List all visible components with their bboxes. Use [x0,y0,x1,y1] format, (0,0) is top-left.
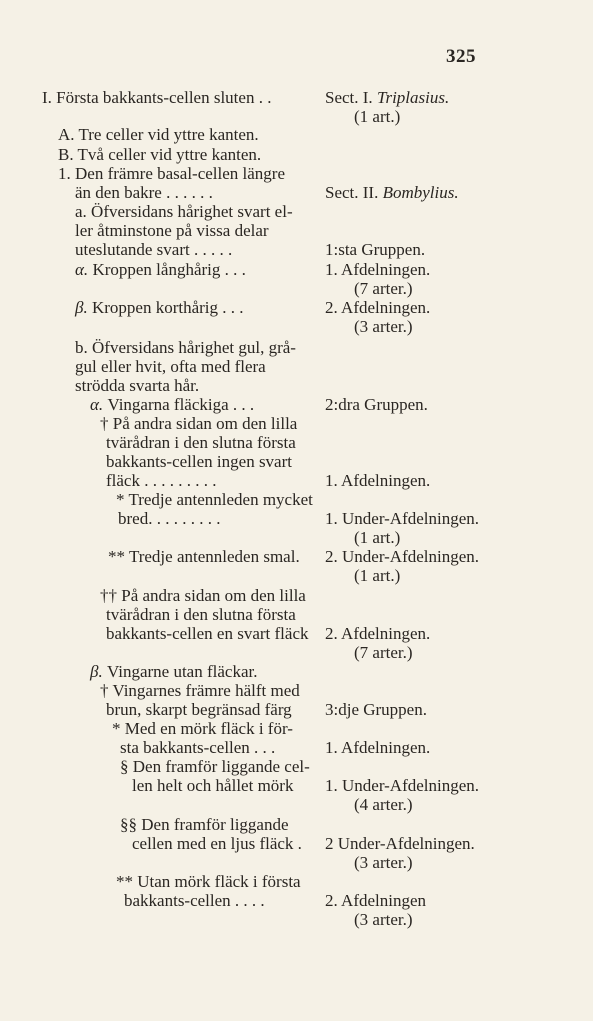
line-left-text: uteslutande svart . . . . . [75,240,233,259]
text-line [120,815,289,835]
line-right-text: 2:dra Gruppen. [325,395,428,414]
text-line [106,433,296,453]
line-left-text: b. Öfversidans hårighet gul, grå- [75,338,296,357]
line-left-text: tvärådran i den slutna första [106,433,296,452]
text-line [120,738,275,758]
line-right-text: 1:sta Gruppen. [325,240,426,259]
text-line-right [325,471,430,491]
text-line [58,164,285,184]
line-right-text: (1 art.) [354,566,401,585]
text-line [75,221,269,241]
text-line [124,891,265,911]
text-line [132,834,302,854]
text-line-right [325,776,479,796]
line-left-text: len helt och hållet mörk [132,776,294,795]
line-left-text: 1. Den främre basal-cellen längre [58,164,286,183]
genus-name: Triplasius. [376,88,450,107]
line-right-text: (4 arter.) [354,795,413,814]
genus-name: Bombylius. [382,183,459,202]
text-line [106,471,216,491]
line-left-text: † Vingarnes främre hälft med [100,681,300,700]
line-left-text: Vingarna fläckiga . . . [103,395,255,414]
text-line-right [325,298,430,318]
text-line [75,202,293,222]
text-line [116,490,313,510]
line-left-text: †† På andra sidan om den lilla [100,586,306,605]
line-right-text: 1. Afdelningen. [325,260,431,279]
text-line-right [325,547,479,567]
line-left-text: §§ Den framför liggande [120,815,289,834]
text-line-right [354,853,413,873]
line-right-text: 1. Under-Afdelningen. [325,509,480,528]
line-left-text: strödda svarta hår. [75,376,200,395]
line-left-text: Vingarne utan fläckar. [102,662,258,681]
line-left-text: sta bakkants-cellen . . . [120,738,276,757]
line-left-text: † På andra sidan om den lilla [100,414,298,433]
list-marker: β. [75,298,88,317]
line-left-text: B. Två celler vid yttre kanten. [58,145,262,164]
line-right-text: 2. Afdelningen. [325,624,431,643]
line-left-text: brun, skarpt begränsad färg [106,700,292,719]
text-line-right [354,566,400,586]
text-line-right [354,528,400,548]
text-line [75,183,213,203]
text-line [58,125,259,145]
line-left-text: fläck . . . . . . . . . [106,471,217,490]
line-left-text: ** Utan mörk fläck i första [116,872,301,891]
line-left-text: gul eller hvit, ofta med flera [75,357,266,376]
line-left-text: * Med en mörk fläck i för- [112,719,293,738]
text-line [108,547,300,567]
text-line-right [325,260,430,280]
line-left-text: än den bakre . . . . . . [75,183,213,202]
text-line [100,586,306,606]
text-line [75,357,266,377]
line-right-text: (3 arter.) [354,853,413,872]
line-right-text: (7 arter.) [354,279,413,298]
text-line [118,509,220,529]
list-marker: α. [75,260,89,279]
text-line [106,605,296,625]
text-line-right [354,279,413,299]
line-left-text: Kroppen korthårig . . . [87,298,244,317]
line-left-text: * Tredje antennleden mycket [116,490,313,509]
text-line [75,338,296,358]
line-left-text: A. Tre celler vid yttre kanten. [58,125,259,144]
line-right-text: (1 art.) [354,528,401,547]
line-right-text: (7 arter.) [354,643,413,662]
line-right-text: 2 Under-Afdelningen. [325,834,475,853]
list-marker: β. [90,662,103,681]
text-line [75,298,244,318]
line-left-text: a. Öfversidans hårighet svart el- [75,202,293,221]
text-line-right [325,183,459,203]
text-line-right [325,834,475,854]
line-left-text: tvärådran i den slutna första [106,605,296,624]
text-line [75,260,246,280]
text-line-right [325,509,479,529]
line-left-text: bred. . . . . . . . . [118,509,221,528]
text-line [106,452,292,472]
text-line [100,414,297,434]
text-line-right [354,910,413,930]
text-line-right [325,891,426,911]
line-right-text: Sect. II. [325,183,383,202]
line-left-text: § Den framför liggande cel- [120,757,310,776]
line-right-text: 1. Afdelningen. [325,471,431,490]
line-left-text: bakkants-cellen ingen svart [106,452,292,471]
line-right-text: Sect. I. [325,88,377,107]
text-line [100,681,300,701]
text-line [132,776,293,796]
line-right-text: (3 arter.) [354,910,413,929]
line-right-text: 2. Under-Afdelningen. [325,547,480,566]
text-line [75,240,232,260]
text-line-right [354,643,413,663]
line-right-text: 1. Afdelningen. [325,738,431,757]
line-left-text: Kroppen långhårig . . . [88,260,246,279]
text-line-right [354,317,413,337]
text-line [106,700,292,720]
line-left-text: ** Tredje antennleden smal. [108,547,300,566]
line-right-text: 2. Afdelningen [325,891,427,910]
text-line-right [354,107,400,127]
text-line [116,872,301,892]
line-left-text: I. Första bakkants-cellen sluten . . [42,88,272,107]
text-line-right [354,795,413,815]
list-marker: α. [90,395,104,414]
text-line [112,719,293,739]
text-line [120,757,310,777]
text-line-right [325,240,425,260]
text-line [90,662,257,682]
text-line-right [325,88,449,108]
text-line [75,376,199,396]
text-line [58,145,261,165]
line-right-text: 3:dje Gruppen. [325,700,427,719]
page-number: 325 [446,46,476,67]
line-left-text: cellen med en ljus fläck . [132,834,302,853]
line-left-text: ler åtminstone på vissa delar [75,221,269,240]
text-line [106,624,309,644]
line-right-text: 2. Afdelningen. [325,298,431,317]
text-line-right [325,395,428,415]
line-left-text: bakkants-cellen en svart fläck [106,624,309,643]
text-line-right [325,624,430,644]
text-line [42,88,271,108]
text-line-right [325,738,430,758]
line-left-text: bakkants-cellen . . . . [124,891,265,910]
text-line-right [325,700,427,720]
line-right-text: 1. Under-Afdelningen. [325,776,480,795]
line-right-text: (1 art.) [354,107,401,126]
text-line [90,395,254,415]
line-right-text: (3 arter.) [354,317,413,336]
